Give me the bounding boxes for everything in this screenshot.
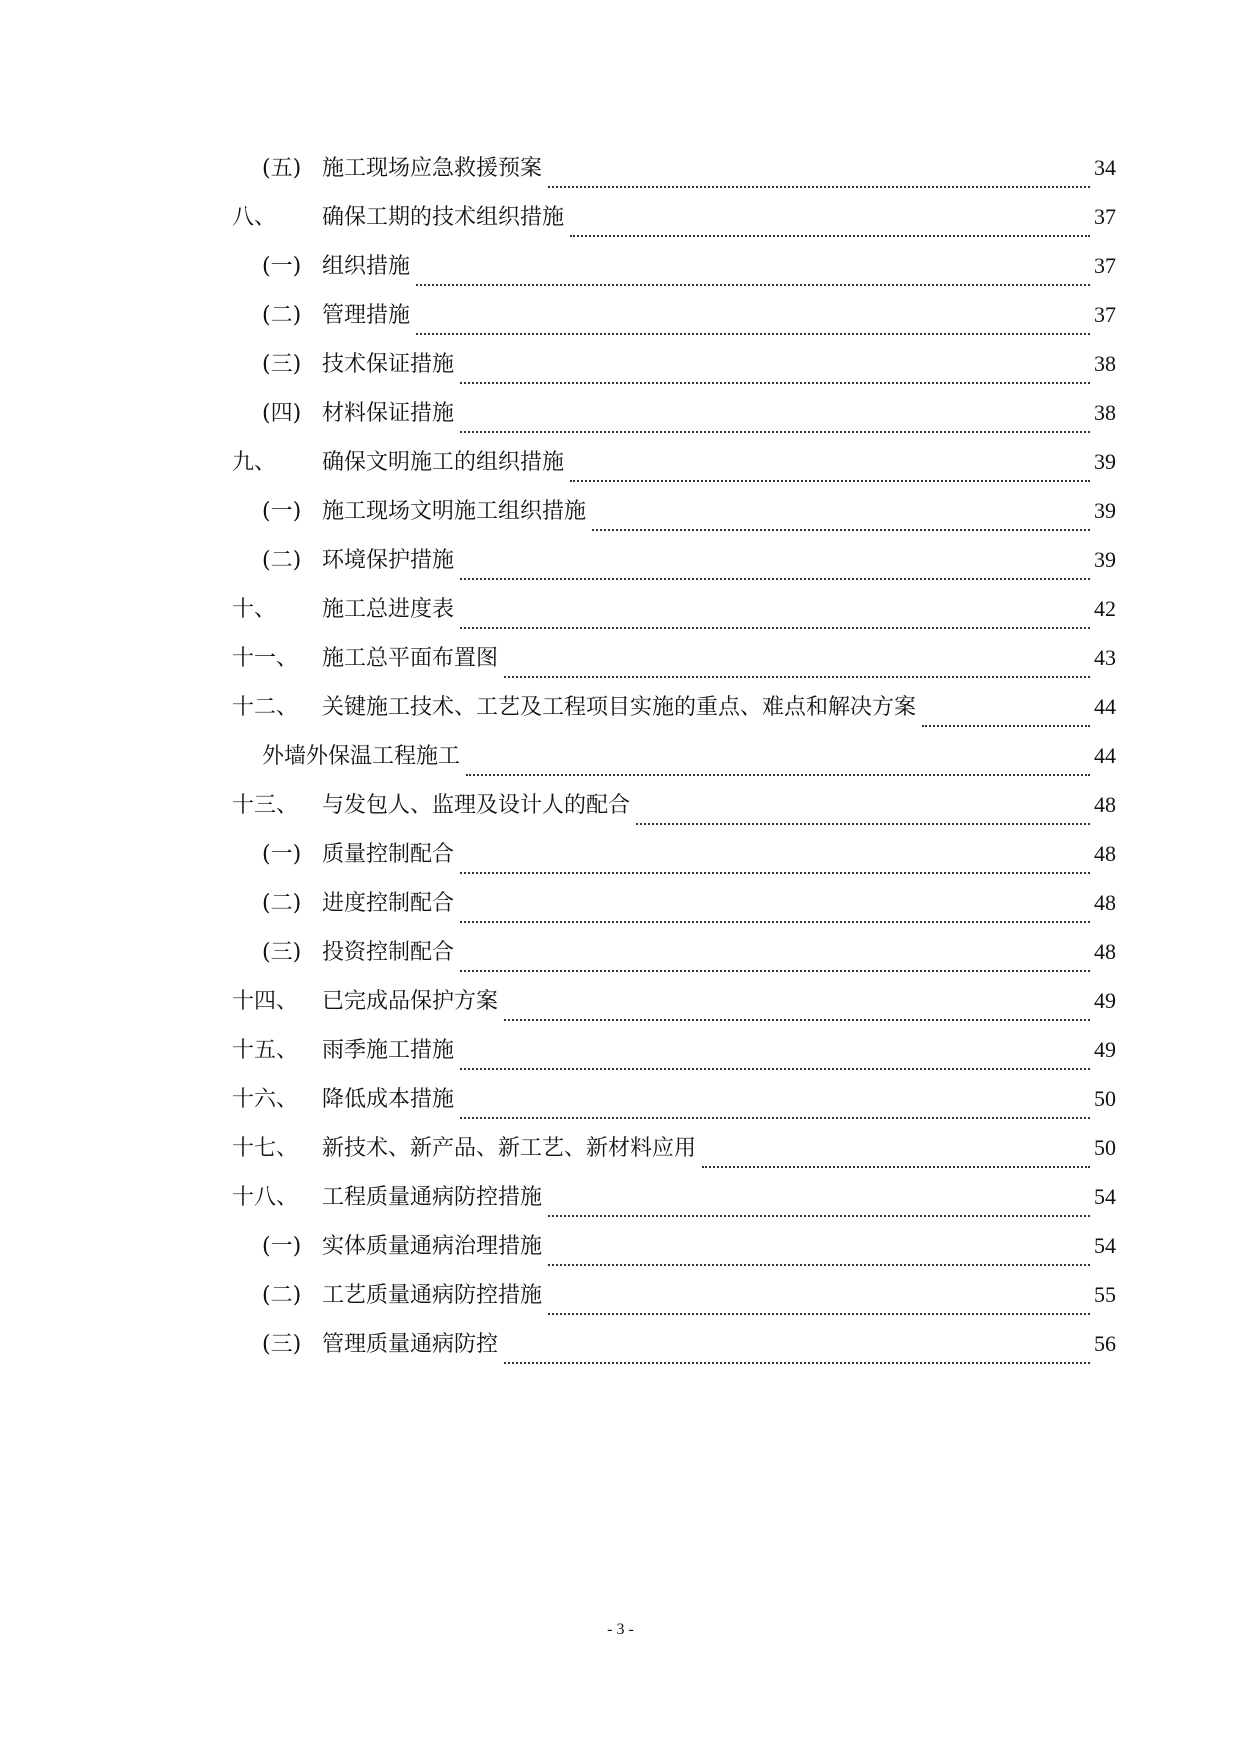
toc-entry[interactable] <box>232 547 1116 596</box>
toc-entry[interactable] <box>232 841 1116 890</box>
toc-entry-title: 材料保证措施 <box>322 401 455 426</box>
toc-entry-title: 已完成品保护方案 <box>322 989 499 1014</box>
dot-leader <box>460 920 1090 923</box>
toc-entry[interactable] <box>232 1233 1116 1282</box>
toc-entry-number: 十七、 <box>232 1136 299 1161</box>
toc-entry[interactable] <box>232 939 1116 988</box>
dot-leader <box>416 332 1090 335</box>
toc-entry-page: 48 <box>1094 890 1116 915</box>
toc-entry-title: 关键施工技术、工艺及工程项目实施的重点、难点和解决方案 <box>322 695 917 720</box>
dot-leader <box>570 479 1090 482</box>
dot-leader <box>504 1018 1090 1021</box>
toc-entry-page: 37 <box>1094 253 1116 278</box>
toc-entry-title: 质量控制配合 <box>322 842 455 867</box>
toc-entry-number: 十、 <box>232 597 277 622</box>
toc-entry-number: (三) <box>262 1332 302 1357</box>
toc-entry-number: 十三、 <box>232 793 299 818</box>
toc-entry-number: (一) <box>262 1234 302 1259</box>
toc-entry-page: 39 <box>1094 547 1116 572</box>
toc-entry-page: 38 <box>1094 351 1116 376</box>
toc-entry-title: 确保文明施工的组织措施 <box>322 450 565 475</box>
toc-entry-page: 43 <box>1094 645 1116 670</box>
toc-entry-title: 环境保护措施 <box>322 548 455 573</box>
toc-entry-page: 44 <box>1094 694 1116 719</box>
dot-leader <box>460 626 1090 629</box>
dot-leader <box>460 430 1090 433</box>
toc-entry-page: 54 <box>1094 1184 1116 1209</box>
toc-entry-number: (二) <box>262 303 302 328</box>
toc-entry-page: 50 <box>1094 1135 1116 1160</box>
toc-entry-number: (五) <box>262 156 302 181</box>
table-of-contents <box>232 155 1116 1380</box>
toc-entry-page: 50 <box>1094 1086 1116 1111</box>
toc-entry-page: 48 <box>1094 841 1116 866</box>
toc-entry-page: 49 <box>1094 1037 1116 1062</box>
toc-entry-number: (四) <box>262 401 302 426</box>
toc-entry[interactable] <box>232 1331 1116 1380</box>
toc-entry-page: 34 <box>1094 155 1116 180</box>
toc-entry-page: 54 <box>1094 1233 1116 1258</box>
toc-entry-title: 降低成本措施 <box>322 1087 455 1112</box>
toc-entry[interactable] <box>232 792 1116 841</box>
toc-entry-page: 37 <box>1094 204 1116 229</box>
toc-entry-number: (二) <box>262 548 302 573</box>
dot-leader <box>460 1067 1090 1070</box>
dot-leader <box>570 234 1090 237</box>
toc-entry-title: 工程质量通病防控措施 <box>322 1185 543 1210</box>
toc-entry-page: 39 <box>1094 498 1116 523</box>
dot-leader <box>460 381 1090 384</box>
toc-entry-title: 施工现场文明施工组织措施 <box>322 499 587 524</box>
toc-entry-number: 十五、 <box>232 1038 299 1063</box>
toc-entry-title: 外墙外保温工程施工 <box>262 744 461 769</box>
toc-entry[interactable] <box>232 449 1116 498</box>
toc-entry-title: 确保工期的技术组织措施 <box>322 205 565 230</box>
toc-entry-page: 48 <box>1094 939 1116 964</box>
toc-entry[interactable] <box>232 988 1116 1037</box>
toc-entry-number: (二) <box>262 891 302 916</box>
toc-entry-title: 技术保证措施 <box>322 352 455 377</box>
dot-leader <box>460 577 1090 580</box>
dot-leader <box>460 969 1090 972</box>
page-number: - 3 - <box>607 1621 634 1638</box>
dot-leader <box>460 1116 1090 1119</box>
toc-entry[interactable] <box>232 400 1116 449</box>
toc-entry-number: 十八、 <box>232 1185 299 1210</box>
toc-entry-page: 44 <box>1094 743 1116 768</box>
toc-entry-page: 39 <box>1094 449 1116 474</box>
toc-entry-title: 工艺质量通病防控措施 <box>322 1283 543 1308</box>
toc-entry[interactable] <box>232 253 1116 302</box>
toc-entry[interactable] <box>232 694 1116 743</box>
toc-entry-title: 组织措施 <box>322 254 411 279</box>
toc-entry[interactable] <box>232 1184 1116 1233</box>
dot-leader <box>922 724 1090 727</box>
toc-entry[interactable] <box>232 1282 1116 1331</box>
dot-leader <box>548 185 1090 188</box>
toc-entry-title: 管理措施 <box>322 303 411 328</box>
toc-entry[interactable] <box>232 302 1116 351</box>
toc-entry-number: (三) <box>262 940 302 965</box>
toc-entry[interactable] <box>232 1086 1116 1135</box>
toc-entry-number: (三) <box>262 352 302 377</box>
toc-entry-page: 56 <box>1094 1331 1116 1356</box>
toc-entry-number: 十四、 <box>232 989 299 1014</box>
toc-entry-title: 投资控制配合 <box>322 940 455 965</box>
toc-entry[interactable] <box>232 596 1116 645</box>
toc-entry-number: (一) <box>262 499 302 524</box>
toc-entry[interactable] <box>232 1037 1116 1086</box>
dot-leader <box>592 528 1090 531</box>
dot-leader <box>460 871 1090 874</box>
toc-entry-title: 实体质量通病治理措施 <box>322 1234 543 1259</box>
toc-entry-number: 十六、 <box>232 1087 299 1112</box>
toc-entry-page: 49 <box>1094 988 1116 1013</box>
toc-entry-number: (一) <box>262 842 302 867</box>
toc-entry[interactable] <box>232 743 1116 792</box>
toc-entry-number: 九、 <box>232 450 277 475</box>
toc-entry[interactable] <box>232 498 1116 547</box>
toc-entry[interactable] <box>232 204 1116 253</box>
toc-entry-page: 48 <box>1094 792 1116 817</box>
dot-leader <box>548 1263 1090 1266</box>
dot-leader <box>466 773 1090 776</box>
toc-entry[interactable] <box>232 890 1116 939</box>
toc-entry-title: 施工总平面布置图 <box>322 646 499 671</box>
toc-entry-number: (二) <box>262 1283 302 1308</box>
toc-entry-title: 进度控制配合 <box>322 891 455 916</box>
toc-entry-page: 38 <box>1094 400 1116 425</box>
toc-entry-number: 十二、 <box>232 695 299 720</box>
toc-entry-page: 37 <box>1094 302 1116 327</box>
dot-leader <box>504 1361 1090 1364</box>
toc-entry[interactable] <box>232 1135 1116 1184</box>
toc-entry-number: 十一、 <box>232 646 299 671</box>
toc-entry-number: 八、 <box>232 205 277 230</box>
dot-leader <box>702 1165 1090 1168</box>
toc-entry-title: 施工总进度表 <box>322 597 455 622</box>
toc-entry-title: 施工现场应急救援预案 <box>322 156 543 181</box>
toc-entry-title: 与发包人、监理及设计人的配合 <box>322 793 631 818</box>
toc-entry[interactable] <box>232 351 1116 400</box>
dot-leader <box>504 675 1090 678</box>
dot-leader <box>416 283 1090 286</box>
toc-entry-title: 管理质量通病防控 <box>322 1332 499 1357</box>
dot-leader <box>548 1312 1090 1315</box>
toc-entry[interactable] <box>232 155 1116 204</box>
dot-leader <box>548 1214 1090 1217</box>
toc-entry-title: 新技术、新产品、新工艺、新材料应用 <box>322 1136 697 1161</box>
toc-entry[interactable] <box>232 645 1116 694</box>
toc-entry-page: 55 <box>1094 1282 1116 1307</box>
toc-entry-page: 42 <box>1094 596 1116 621</box>
toc-entry-title: 雨季施工措施 <box>322 1038 455 1063</box>
toc-entry-number: (一) <box>262 254 302 279</box>
dot-leader <box>636 822 1090 825</box>
